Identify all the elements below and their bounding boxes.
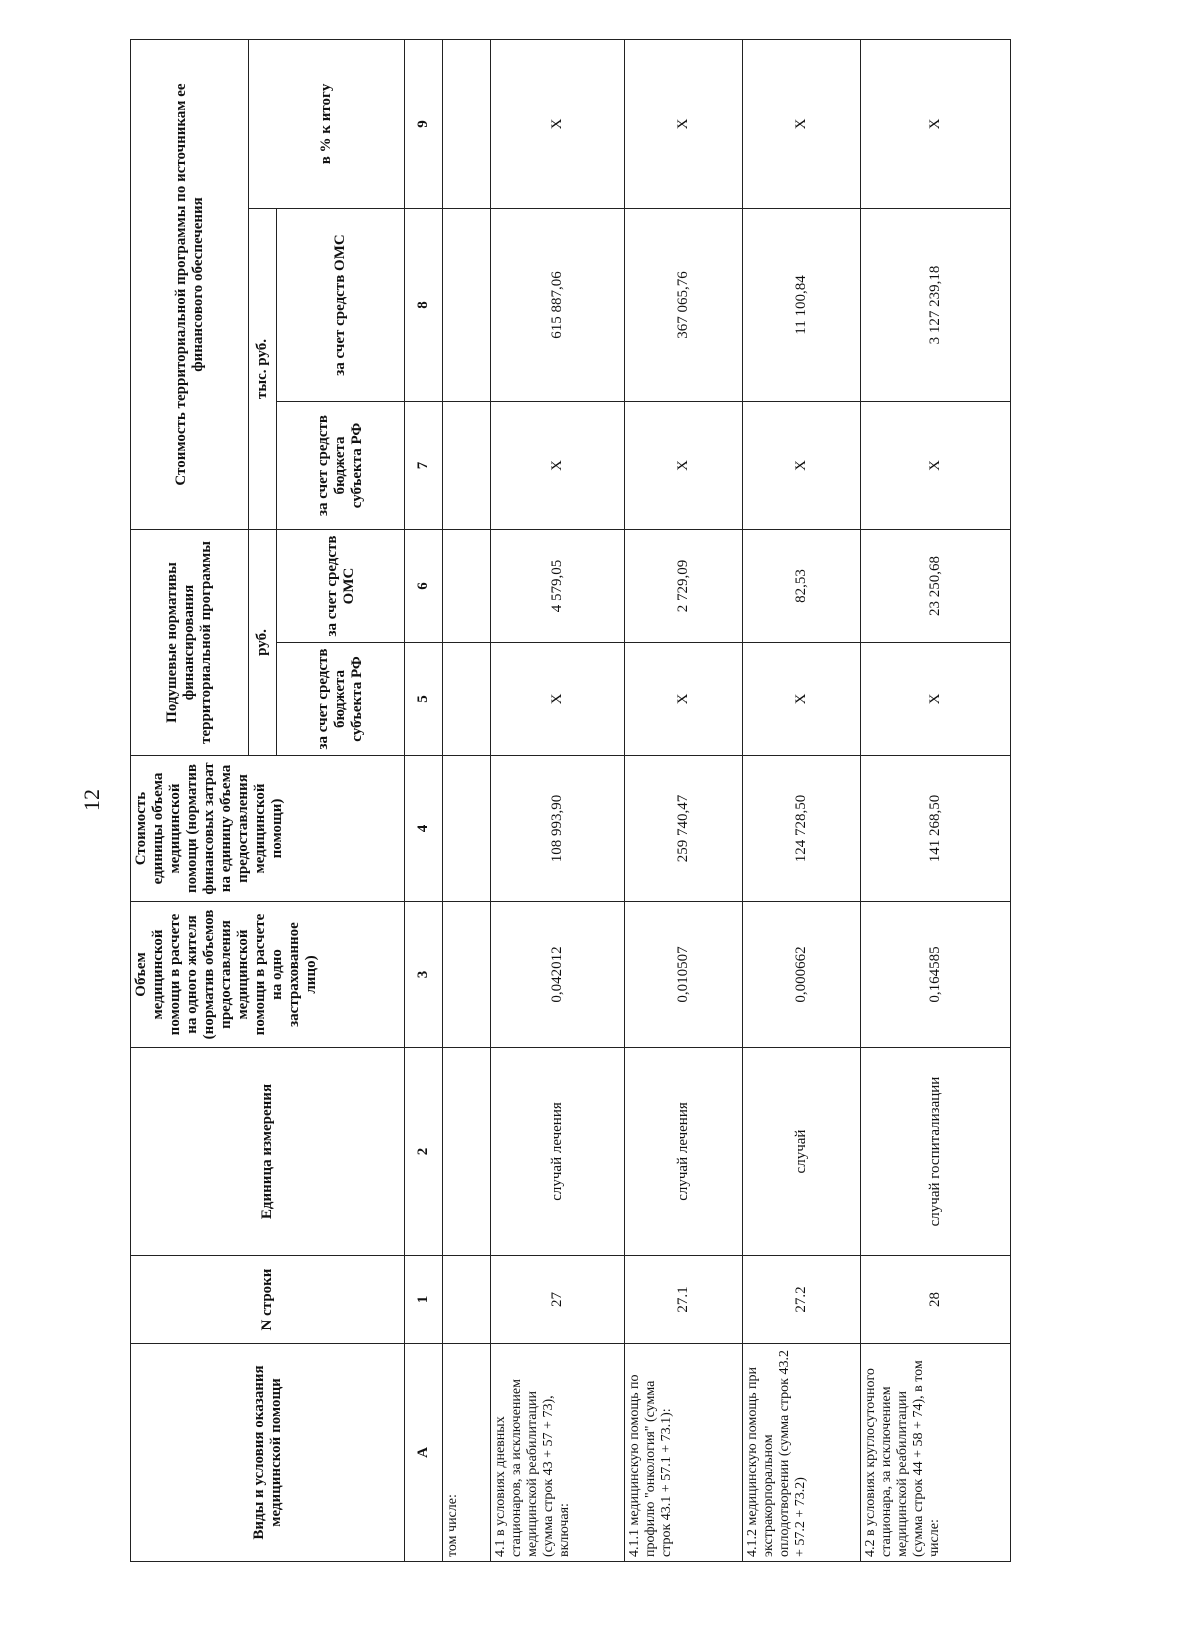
row-pc-budget: X bbox=[491, 643, 625, 756]
row-label: 4.1.2 медицинскую помощь при экстракорпоральном оплодотворении (сумма строк 43.2 + 57.2 + 73.2) bbox=[743, 1344, 861, 1562]
row-total-pct: X bbox=[743, 39, 861, 208]
row-volume: 0,010507 bbox=[625, 902, 743, 1048]
row-total-oms: 3 127 239,18 bbox=[861, 209, 1011, 402]
header-per-capita-budget: за счет средств бюджета субъекта РФ bbox=[277, 643, 405, 756]
row-unit: случай госпитализации bbox=[861, 1048, 1011, 1256]
row-total-budget: X bbox=[861, 402, 1011, 530]
colnum-4: 4 bbox=[405, 756, 443, 902]
row-total-oms: 11 100,84 bbox=[743, 209, 861, 402]
row-pc-oms: 82,53 bbox=[743, 530, 861, 643]
row-unit bbox=[443, 1048, 491, 1256]
row-total-pct: X bbox=[625, 39, 743, 208]
header-per-capita-oms: за счет средств ОМС bbox=[277, 530, 405, 643]
row-pc-oms: 23 250,68 bbox=[861, 530, 1011, 643]
colnum-6: 6 bbox=[405, 530, 443, 643]
row-total-budget: X bbox=[491, 402, 625, 530]
header-types: Виды и условия оказания медицинской помощи bbox=[131, 1344, 405, 1562]
row-label: 4.2 в условиях круглосуточного стационара, за исключением медицинской реабилитации (сумма строк 44 + 58 + 74), в том числе: bbox=[861, 1344, 1011, 1562]
table-row bbox=[743, 39, 861, 1561]
row-unit: случай лечения bbox=[625, 1048, 743, 1256]
row-unit: случай bbox=[743, 1048, 861, 1256]
header-unit: Единица измерения bbox=[131, 1048, 405, 1256]
header-cost-unit: Стоимость единицы объема медицинской помощи (норматив финансовых затрат на единицу объема предоставления медицинской помощи) bbox=[131, 756, 405, 902]
colnum-2: 2 bbox=[405, 1048, 443, 1256]
row-total-budget: X bbox=[625, 402, 743, 530]
row-volume: 0,164585 bbox=[861, 902, 1011, 1048]
row-volume: 0,042012 bbox=[491, 902, 625, 1048]
header-per-capita-currency: руб. bbox=[249, 530, 277, 756]
row-pc-budget: X bbox=[743, 643, 861, 756]
column-number-row bbox=[405, 39, 443, 1561]
row-cost: 124 728,50 bbox=[743, 756, 861, 902]
colnum-3: 3 bbox=[405, 902, 443, 1048]
colnum-5: 5 bbox=[405, 643, 443, 756]
colnum-1: 1 bbox=[405, 1256, 443, 1344]
row-cost bbox=[443, 756, 491, 902]
row-pc-oms: 2 729,09 bbox=[625, 530, 743, 643]
colnum-a: А bbox=[405, 1344, 443, 1562]
row-volume: 0,000662 bbox=[743, 902, 861, 1048]
header-volume: Объем медицинской помощи в расчете на одного жителя (норматив объемов предоставления медицинской помощи в расчете на одно застрахованное лицо) bbox=[131, 902, 405, 1048]
row-pc-budget bbox=[443, 643, 491, 756]
header-total-cost: Стоимость территориальной программы по источникам ее финансового обеспечения bbox=[131, 39, 249, 529]
header-line-no: N строки bbox=[131, 1256, 405, 1344]
colnum-9: 9 bbox=[405, 39, 443, 208]
row-cost: 108 993,90 bbox=[491, 756, 625, 902]
header-per-capita: Подушевые нормативы финансирования территориальной программы bbox=[131, 530, 249, 756]
table-row bbox=[443, 39, 491, 1561]
rotated-table-container bbox=[130, 40, 988, 1562]
row-total-pct bbox=[443, 39, 491, 208]
row-total-pct: X bbox=[491, 39, 625, 208]
row-line-no: 27.1 bbox=[625, 1256, 743, 1344]
page-number: 12 bbox=[79, 789, 104, 811]
row-pc-oms: 4 579,05 bbox=[491, 530, 625, 643]
header-total-currency: тыс. руб. bbox=[249, 209, 277, 530]
table-row bbox=[491, 39, 625, 1561]
colnum-7: 7 bbox=[405, 402, 443, 530]
row-total-budget: X bbox=[743, 402, 861, 530]
header-total-budget: за счет средств бюджета субъекта РФ bbox=[277, 402, 405, 530]
row-cost: 141 268,50 bbox=[861, 756, 1011, 902]
row-label: 4.1 в условиях дневных стационаров, за исключением медицинской реабилитации (сумма строк 43 + 57 + 73), включая: bbox=[491, 1344, 625, 1562]
row-total-oms: 367 065,76 bbox=[625, 209, 743, 402]
row-total-oms: 615 887,06 bbox=[491, 209, 625, 402]
row-pc-budget: X bbox=[625, 643, 743, 756]
colnum-8: 8 bbox=[405, 209, 443, 402]
row-unit: случай лечения bbox=[491, 1048, 625, 1256]
row-line-no: 28 bbox=[861, 1256, 1011, 1344]
row-cost: 259 740,47 bbox=[625, 756, 743, 902]
header-total-oms: за счет средств ОМС bbox=[277, 209, 405, 402]
financing-table bbox=[130, 39, 1011, 1562]
row-total-pct: X bbox=[861, 39, 1011, 208]
row-pc-oms bbox=[443, 530, 491, 643]
row-label: том числе: bbox=[443, 1344, 491, 1562]
row-line-no: 27.2 bbox=[743, 1256, 861, 1344]
row-label: 4.1.1 медицинскую помощь по профилю "онкология" (сумма строк 43.1 + 57.1 + 73.1): bbox=[625, 1344, 743, 1562]
row-pc-budget: X bbox=[861, 643, 1011, 756]
row-total-oms bbox=[443, 209, 491, 402]
row-volume bbox=[443, 902, 491, 1048]
row-total-budget bbox=[443, 402, 491, 530]
table-row bbox=[861, 39, 1011, 1561]
row-line-no bbox=[443, 1256, 491, 1344]
table-row bbox=[625, 39, 743, 1561]
header-total-pct: в % к итогу bbox=[249, 39, 405, 208]
row-line-no: 27 bbox=[491, 1256, 625, 1344]
